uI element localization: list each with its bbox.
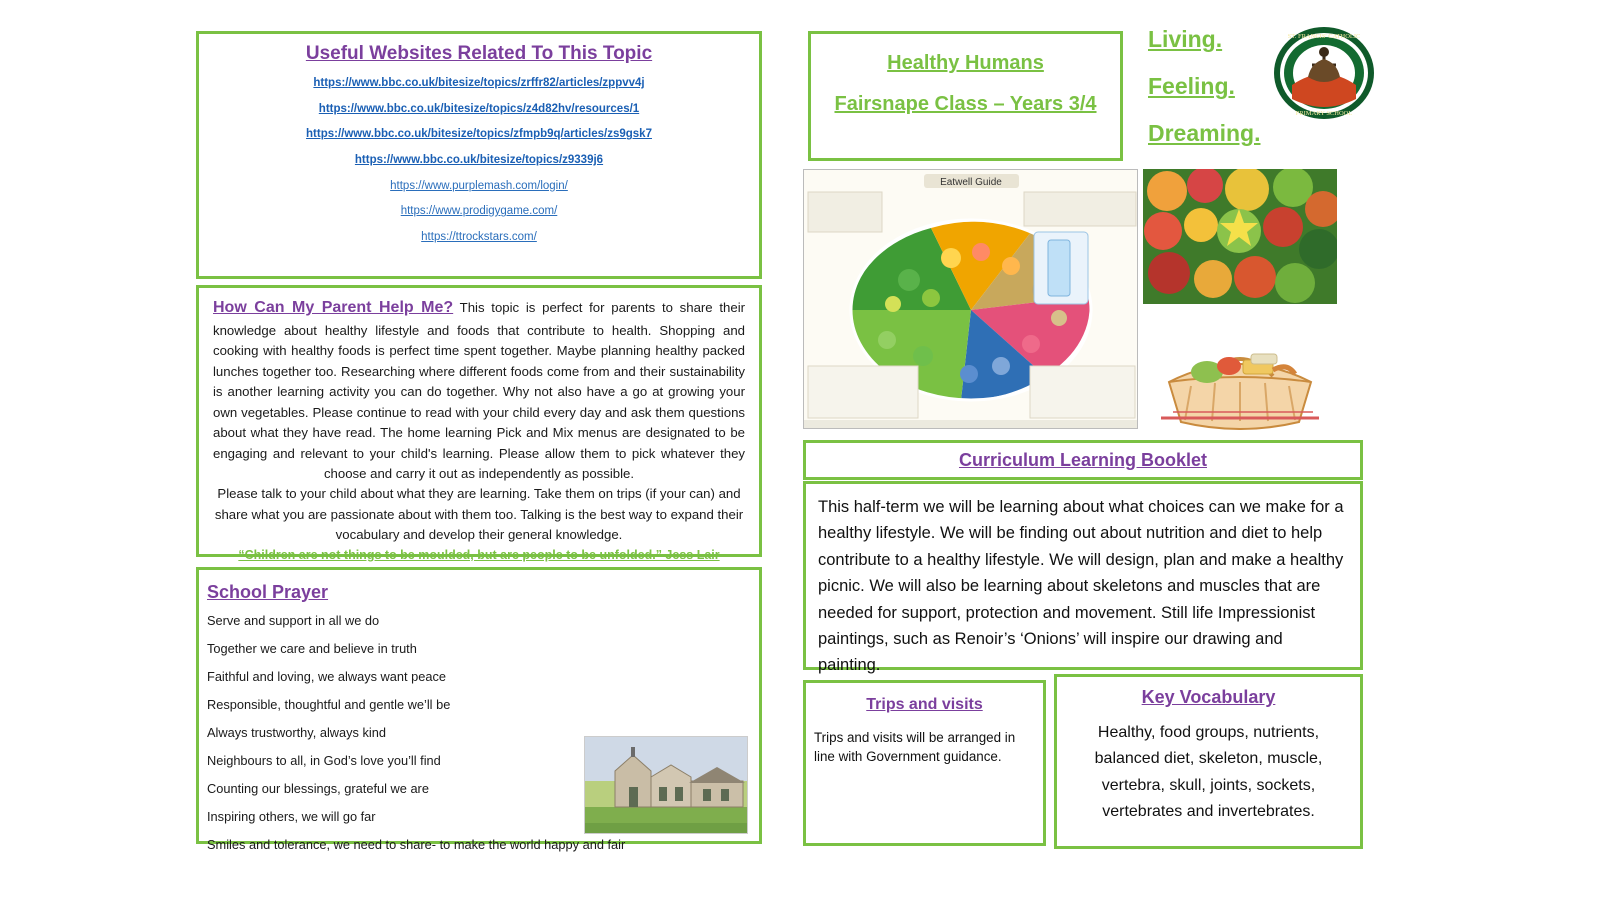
key-vocabulary-text: Healthy, food groups, nutrients, balanced diet, skeleton, muscle, vertebra, skull, joints, sockets, vertebrates and invertebrates. [1094,724,1323,821]
parent-help-panel [196,285,762,562]
prayer-line: Serve and support in all we do [207,613,380,628]
topic-title-panel [808,31,1123,161]
website-link[interactable]: https://www.bbc.co.uk/bitesize/topics/zfmpb9q/articles/zs9gsk7 [306,128,652,141]
trips-and-visits-text: Trips and visits will be arranged in line with Government guidance. [814,730,1016,765]
website-link[interactable]: https://www.prodigygame.com/ [400,205,558,218]
prayer-line: Faithful and loving, we always want peace [207,669,447,684]
key-vocabulary-panel [1054,674,1363,849]
school-motto [1148,26,1278,167]
prayer-line: Counting our blessings, grateful we are [207,781,429,796]
website-link[interactable]: https://ttrockstars.com/ [421,230,537,243]
school-crest-icon [1272,25,1376,121]
picnic-basket-image [1155,320,1325,430]
prayer-line: Responsible, thoughtful and gentle we’ll be [207,697,451,712]
svg-text:PRIMARY SCHOOL: PRIMARY SCHOOL [1295,110,1353,117]
parent-help-text-1: This topic is perfect for parents to share their knowledge about healthy lifestyle and foods that contribute to health. Shopping and cooking with healthy foods is perfect time spent together. Maybe planning healthy packed lunches together too. Researching where different foods come from and their sustainability is another learning activity you can do together. Why not also have a go at growing your own vegetables. Please continue to read with your child every day and ask them questions about what they have read. The home learning Pick and Mix menus are designated to be engaging and relevant to your child's learning. Please allow them to pick whatever they choose and carry it out as independently as possible. [213,300,746,481]
parent-help-quote: “Children are not things to be moulded, but are people to be unfolded.” Jess Lair [238,547,720,562]
useful-websites-panel [196,31,762,279]
website-link[interactable]: https://www.bbc.co.uk/bitesize/topics/z4d82hv/resources/1 [318,102,640,115]
prayer-line: Neighbours to all, in God’s love you’ll find [207,753,441,768]
curriculum-body-panel [803,481,1363,675]
prayer-line: Smiles and tolerance, we need to share- to make the world happy and fair [207,837,626,852]
website-link[interactable]: https://www.bbc.co.uk/bitesize/topics/zrffr82/articles/zppvv4j [313,77,645,89]
fruit-photo [1143,169,1337,304]
website-link-list [199,77,759,243]
church-photo-icon [585,737,748,834]
motto-line-feeling: Feeling. [1148,73,1235,99]
fruit-photo-icon [1143,169,1337,304]
prayer-line: Together we care and believe in truth [207,641,417,656]
motto-line-living: Living. [1148,26,1223,52]
school-prayer-panel [196,567,762,852]
trips-and-visits-title: Trips and visits [866,696,983,713]
school-prayer-title: School Prayer [207,582,329,602]
parent-help-body [199,288,759,565]
website-link[interactable]: https://www.purplemash.com/login/ [390,179,568,192]
school-logo [1272,25,1376,121]
useful-websites-title: Useful Websites Related To This Topic [305,43,653,64]
svg-text:ST. FRANCIS' CATHOLIC: ST. FRANCIS' CATHOLIC [1287,33,1361,40]
motto-line-dreaming: Dreaming. [1148,120,1261,146]
topic-title: Healthy Humans [887,52,1044,74]
church-photo [584,736,748,834]
parent-help-paragraph-1 [213,296,745,484]
parent-help-paragraph-2: Please talk to your child about what they are learning. Take them on trips (if your can) and share what you are passionate about with them too. Talking is the best way to expand their vocabulary and develop their general knowledge. [214,486,744,543]
prayer-line: Inspiring others, we will go far [207,809,376,824]
eatwell-guide-image [803,169,1138,429]
trips-and-visits-panel [803,680,1046,846]
class-and-year: Fairsnape Class – Years 3/4 [834,93,1097,115]
curriculum-title: Curriculum Learning Booklet [958,450,1208,470]
picnic-basket-icon [1155,320,1325,430]
website-link[interactable]: https://www.bbc.co.uk/bitesize/topics/z9339j6 [354,153,604,166]
svg-text:Eatwell Guide: Eatwell Guide [940,177,1002,188]
curriculum-text: This half-term we will be learning about what choices can we make for a healthy lifestyle. We will be finding out about nutrition and diet to help contribute to a healthy lifestyle. We will design, plan and make a healthy picnic. We will also be learning about skeletons and muscles that are needed for support, protection and movement. Still life Impressionist paintings, such as Renoir’s ‘Onions’ will inspire our drawing and painting. [818,498,1344,675]
curriculum-title-panel [803,440,1363,480]
prayer-line: Always trustworthy, always kind [207,725,386,740]
parent-help-title: How Can My Parent Help Me? [213,299,454,316]
key-vocabulary-title: Key Vocabulary [1141,687,1276,707]
eatwell-guide-icon [804,170,1138,429]
